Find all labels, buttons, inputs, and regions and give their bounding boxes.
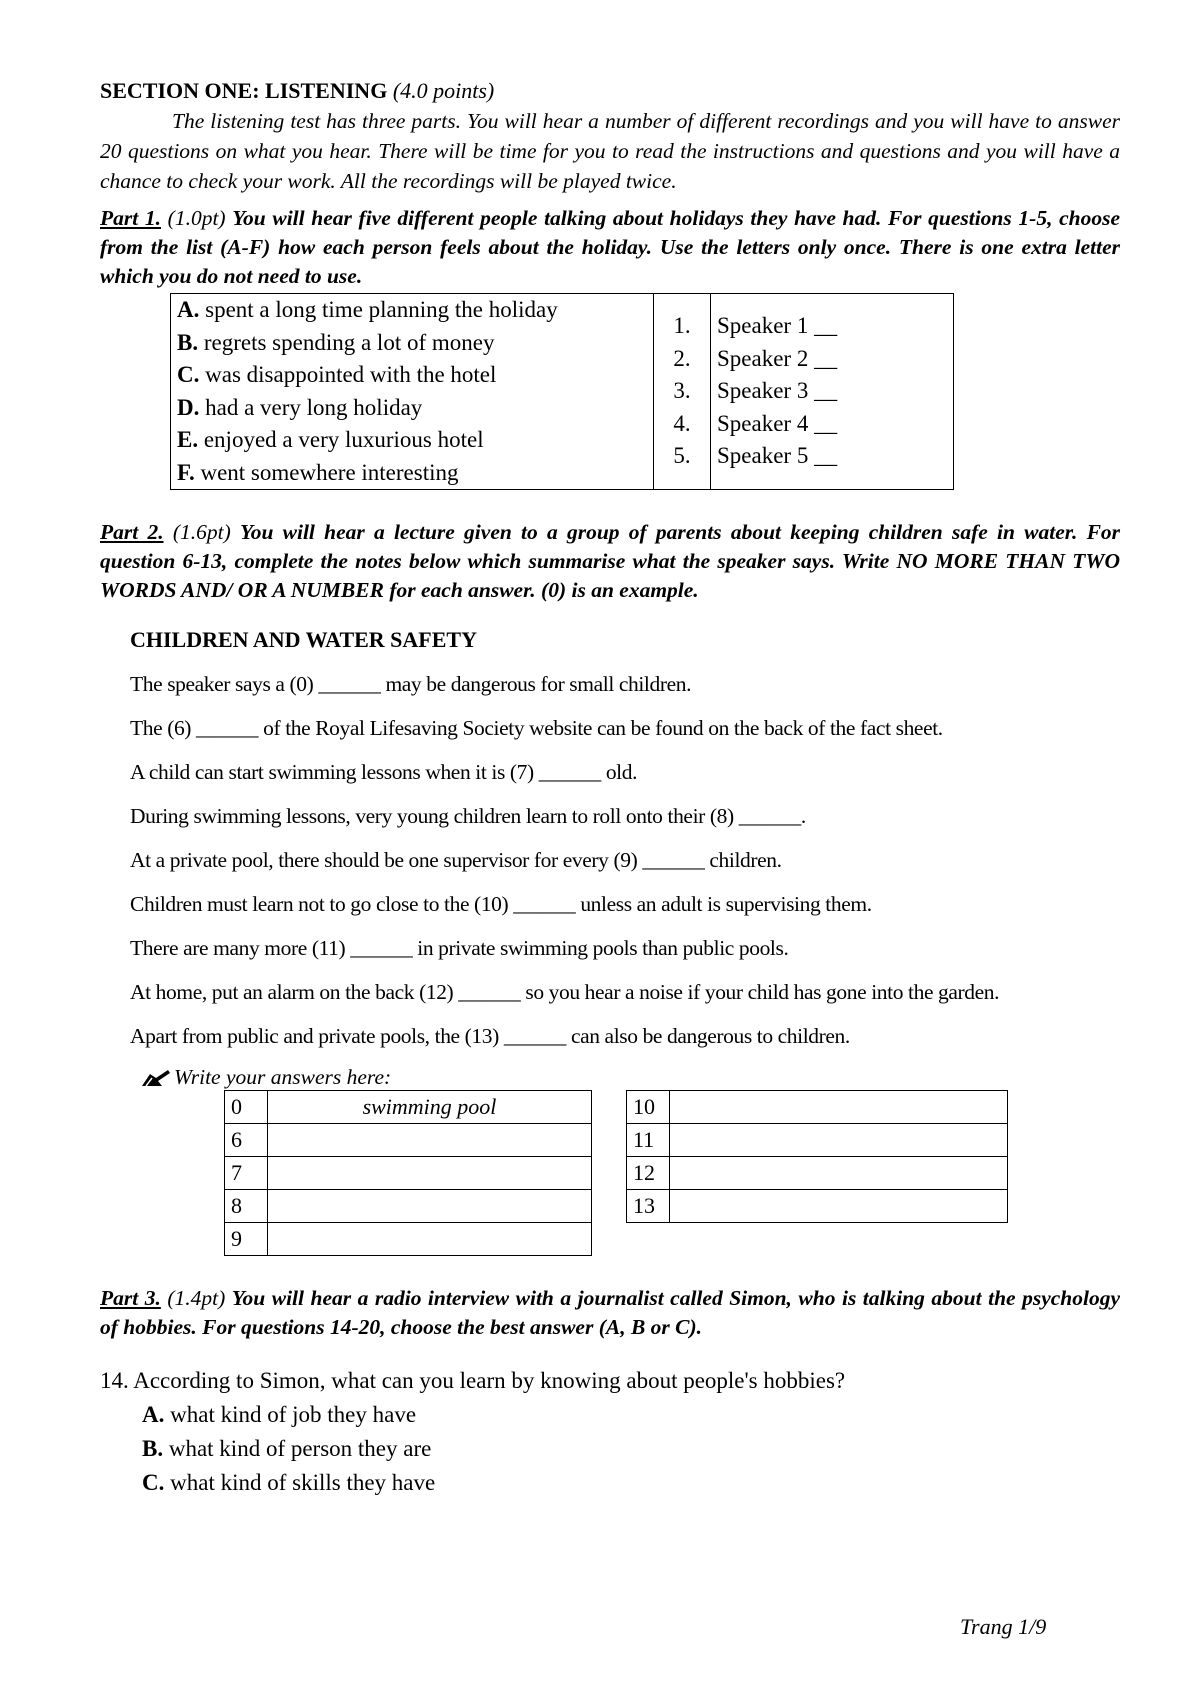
section-title: SECTION ONE: LISTENING [100,78,388,103]
note-line: The speaker says a (0) ______ may be dangerous for small children. [130,672,692,696]
part2-instruction: You will hear a lecture given to a group of parents about keeping children safe in water. For question 6-13, complete the notes below which summarise what the speaker says. Write NO MORE THAN TWO WORDS AND/ OR A NUMBER for each answer. (0) is an example. [100,520,1121,602]
note-line: Children must learn not to go close to the (10) ______ unless an adult is supervising them. [130,892,872,916]
answer-table-right [626,1090,1008,1223]
speaker-number: 2. [673,345,691,371]
speaker-number: 4. [673,410,691,436]
speaker-row[interactable]: Speaker 4 __ [717,410,838,436]
answer-cell[interactable] [268,1190,592,1223]
answer-cell[interactable]: swimming pool [268,1091,592,1124]
note-line: There are many more (11) ______ in private swimming pools than public pools. [130,936,789,960]
option-item: A. spent a long time planning the holiday [177,297,558,322]
answer-row: 0 swimming pool [225,1091,592,1124]
speaker-row[interactable]: Speaker 3 __ [717,378,838,404]
note-line: Apart from public and private pools, the (13) ______ can also be dangerous to children. [130,1024,850,1048]
answer-row: 10 [627,1091,1008,1124]
option-item: E. enjoyed a very luxurious hotel [177,427,484,452]
note-line: A child can start swimming lessons when it is (7) ______ old. [130,760,638,784]
answer-cell[interactable] [670,1157,1008,1190]
part2-label: Part 2. [100,520,164,544]
answer-cell[interactable] [268,1124,592,1157]
part1-label: Part 1. [100,206,162,230]
section-heading [100,78,1120,104]
answer-row: 11 [627,1124,1008,1157]
part1-matching-table [170,293,954,490]
part1-instruction: You will hear five different people talking about holidays they have had. For questions 1-5, choose from the list (A-F) how each person feels about the holiday. Use the letters only once. There is one extra letter which you do not need to use. [100,206,1121,288]
answer-row: 8 [225,1190,592,1223]
option-item: C. was disappointed with the hotel [177,362,497,387]
part3-instruction: You will hear a radio interview with a journalist called Simon, who is talking about the psychology of hobbies. For questions 14-20, choose the best answer (A, B or C). [100,1286,1121,1339]
speaker-row[interactable]: Speaker 5 __ [717,443,838,469]
answer-row: 12 [627,1157,1008,1190]
answer-cell[interactable] [670,1124,1008,1157]
speaker-row[interactable]: Speaker 2 __ [717,345,838,371]
note-line: During swimming lessons, very young children learn to roll onto their (8) ______. [130,804,806,828]
part3-instructions [100,1284,1120,1342]
note-line: At home, put an alarm on the back (12) ______ so you hear a noise if your child has gone into the garden. [130,980,1000,1004]
choice-a[interactable]: A. what kind of job they have [142,1402,417,1427]
answer-tables [224,1090,1120,1256]
write-answers-text: Write your answers here: [174,1065,392,1089]
speaker-column [711,294,954,490]
part2-instructions [100,518,1120,605]
answer-cell[interactable] [268,1157,592,1190]
answer-table-left [224,1090,592,1256]
option-item: F. went somewhere interesting [177,459,459,485]
answer-cell[interactable] [670,1190,1008,1223]
note-line: The (6) ______ of the Royal Lifesaving Society website can be found on the back of the fact sheet. [130,716,943,740]
answer-cell[interactable] [268,1223,592,1256]
answer-cell[interactable] [670,1091,1008,1124]
speaker-number: 1. [673,313,691,339]
part3-label: Part 3. [100,1286,161,1310]
part1-instructions [100,204,1120,291]
exam-page [100,70,1120,1500]
note-line: At a private pool, there should be one supervisor for every (9) ______ children. [130,848,782,872]
section-points: (4.0 points) [392,78,495,103]
choice-c[interactable]: C. what kind of skills they have [142,1470,436,1495]
answer-row: 7 [225,1157,592,1190]
question-14: 14. According to Simon, what can you learn by knowing about people's hobbies? [100,1368,846,1393]
speaker-number: 3. [673,378,691,404]
page-number: Trang 1/9 [960,1614,1047,1639]
answer-row: 9 [225,1223,592,1256]
choice-b[interactable]: B. what kind of person they are [142,1436,432,1461]
speaker-number: 5. [673,443,691,469]
write-answers-label [140,1065,1120,1090]
notes-title: CHILDREN AND WATER SAFETY [130,627,477,652]
speaker-row[interactable]: Speaker 1 __ [717,313,838,339]
answer-row: 6 [225,1124,592,1157]
option-list [171,294,654,490]
section-intro: The listening test has three parts. You will hear a number of different recordings and you will have to answer 20 questions on what you hear. There will be time for you to read the instructions and questions and you will have a chance to check your work. All the recordings will be played twice. [100,109,1120,193]
speaker-number-column [654,294,711,490]
answer-row: 13 [627,1190,1008,1223]
part2-points: (1.6pt) [172,520,231,544]
writing-hand-icon [140,1068,172,1088]
option-item: B. regrets spending a lot of money [177,329,495,355]
option-item: D. had a very long holiday [177,394,423,420]
part3-points: (1.4pt) [167,1286,226,1310]
part1-points: (1.0pt) [167,206,226,230]
